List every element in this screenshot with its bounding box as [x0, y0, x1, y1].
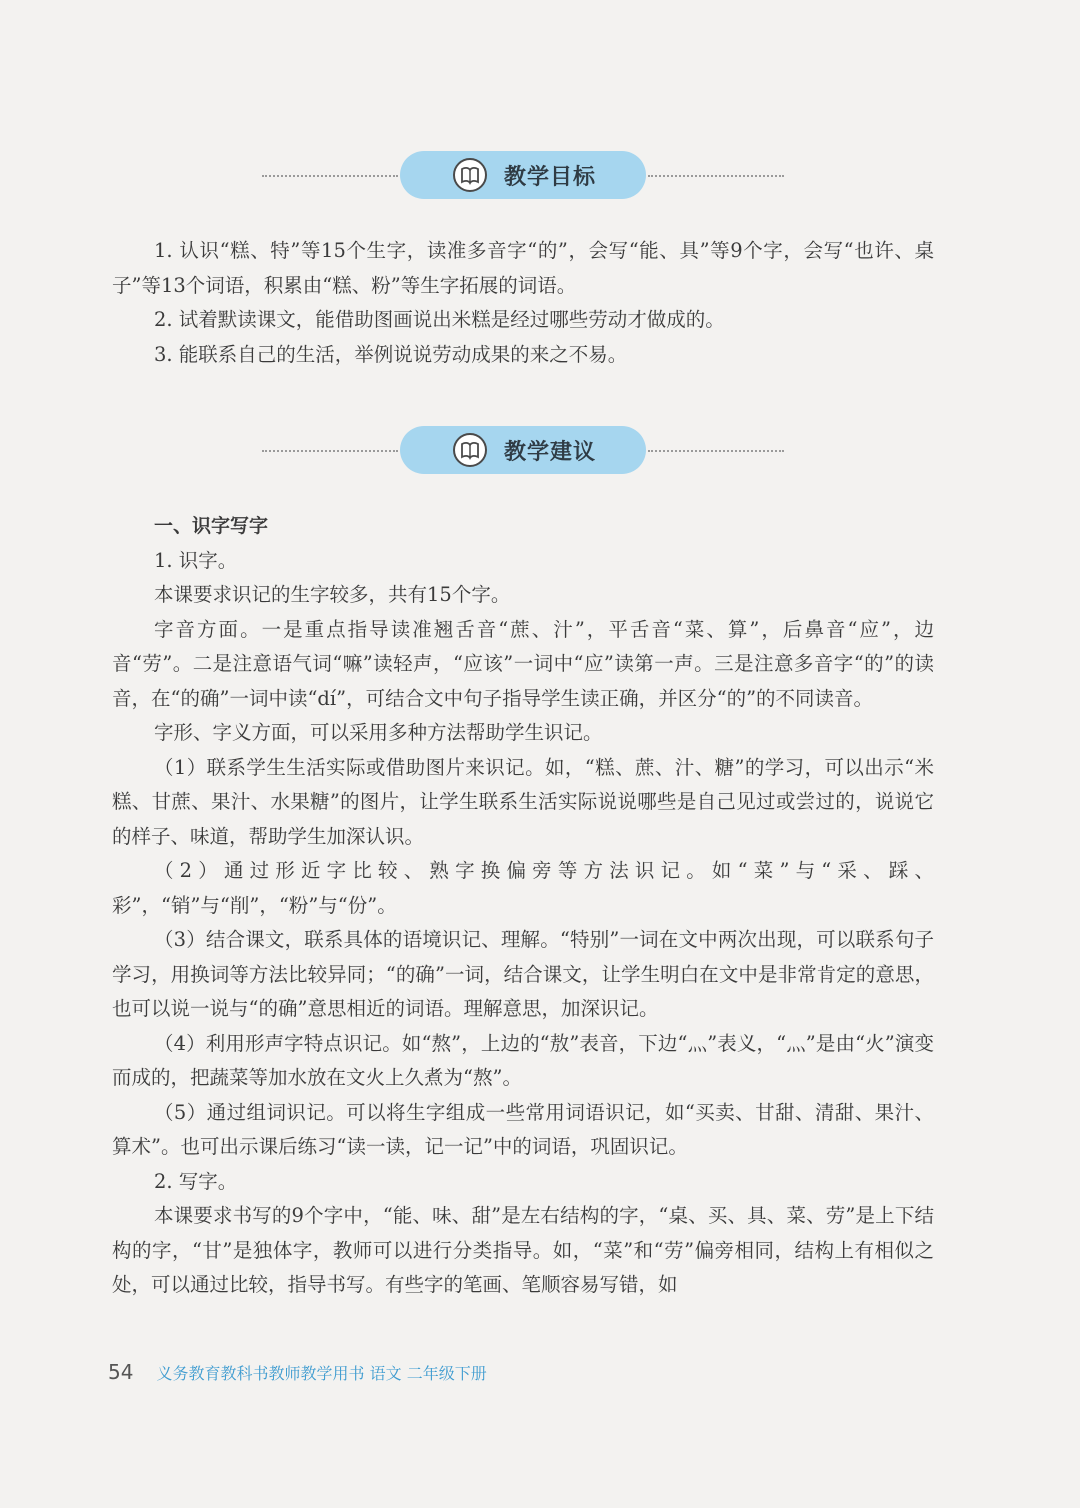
section-title: 教学建议	[504, 440, 597, 465]
goal-item: 1. 认识“糕、特”等15个生字，读准多音字“的”，会写“能、具”等9个字，会写“也许、桌子”等13个词语，积累由“糕、粉”等生字拓展的词语。	[112, 239, 934, 297]
paragraph: （2）通过形近字比较、熟字换偏旁等方法识记。如“菜”与“采、踩、彩”，“销”与“削”，“粉”与“份”。	[112, 859, 934, 917]
suggestions-text	[112, 509, 934, 1303]
section-title-pill	[400, 151, 646, 199]
paragraph: 字形、字义方面，可以采用多种方法帮助学生识记。	[154, 721, 603, 744]
sub-heading: 1. 识字。	[154, 548, 238, 572]
page-footer	[108, 1360, 487, 1390]
goal-item: 3. 能联系自己的生活，举例说说劳动成果的来之不易。	[154, 342, 628, 366]
book-icon	[452, 157, 488, 193]
section-title-pill	[400, 426, 646, 474]
dotted-divider	[648, 175, 784, 177]
dotted-divider	[648, 450, 784, 452]
book-icon	[452, 432, 488, 468]
page-number: 54	[108, 1360, 134, 1384]
paragraph: （1）联系学生生活实际或借助图片来识记。如，“糕、蔗、汁、糖”的学习，可以出示“米糕、甘蔗、果汁、水果糖”的图片，让学生联系生活实际说说哪些是自己见过或尝过的，说说它的样子、味道，帮助学生加深认识。	[112, 755, 934, 848]
dotted-divider	[262, 175, 398, 177]
section-title: 教学目标	[504, 165, 597, 190]
section-header-goals	[262, 151, 784, 201]
paragraph: （3）结合课文，联系具体的语境识记、理解。“特别”一词在文中两次出现，可以联系句子学习，用换词等方法比较异同；“的确”一词，结合课文，让学生明白在文中是非常肯定的意思，也可以说一说与“的确”意思相近的词语。理解意思，加深识记。	[112, 928, 934, 1020]
paragraph: 字音方面。一是重点指导读准翘舌音“蔗、汁”，平舌音“菜、算”，后鼻音“应”，边音“劳”。二是注意语气词“嘛”读轻声，“应该”一词中“应”读第一声。三是注意多音字“的”的读音，在“的确”一词中读“dí”，可结合文中句子指导学生读正确，并区分“的”的不同读音。	[112, 617, 934, 710]
paragraph: 本课要求识记的生字较多，共有15个字。	[154, 583, 511, 606]
paragraph: （4）利用形声字特点识记。如“熬”，上边的“敖”表音，下边“灬”表义，“灬”是由“火”演变而成的，把蔬菜等加水放在文火上久煮为“熬”。	[112, 1031, 934, 1089]
book-title: 义务教育教科书教师教学用书 语文 二年级下册	[156, 1363, 487, 1383]
section-header-suggestions	[262, 426, 784, 476]
sub-heading: 2. 写字。	[154, 1169, 238, 1193]
goal-item: 2. 试着默读课文，能借助图画说出米糕是经过哪些劳动才做成的。	[154, 308, 725, 331]
subsection-heading: 一、识字写字	[154, 515, 269, 537]
dotted-divider	[262, 450, 398, 452]
paragraph: （5）通过组词识记。可以将生字组成一些常用词语识记，如“买卖、甘甜、清甜、果汁、算术”。也可出示课后练习“读一读，记一记”中的词语，巩固识记。	[112, 1100, 934, 1158]
paragraph: 本课要求书写的9个字中，“能、味、甜”是左右结构的字，“桌、买、具、菜、劳”是上下结构的字，“甘”是独体字，教师可以进行分类指导。如，“菜”和“劳”偏旁相同，结构上有相似之处，可以通过比较，指导书写。有些字的笔画、笔顺容易写错，如	[112, 1204, 934, 1296]
goals-text	[112, 234, 934, 372]
